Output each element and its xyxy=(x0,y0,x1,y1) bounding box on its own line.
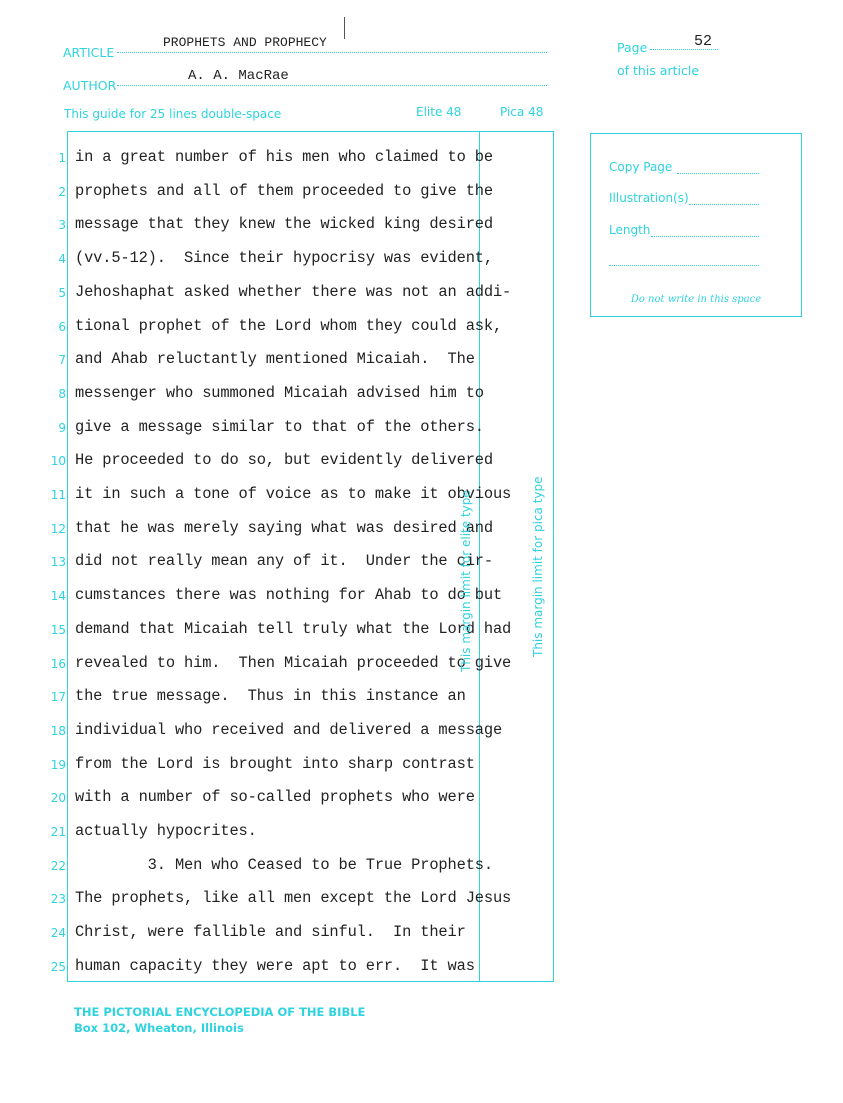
line-number: 4 xyxy=(58,252,66,267)
illustrations-dotted-line xyxy=(689,204,759,205)
typed-line: the true message. Thus in this instance an xyxy=(75,687,466,706)
typed-line: messenger who summoned Micaiah advised him to xyxy=(75,383,484,402)
line-number: 2 xyxy=(58,184,66,199)
typed-line: did not really mean any of it. Under the cir- xyxy=(75,552,493,571)
typed-line: and Ahab reluctantly mentioned Micaiah. The xyxy=(75,350,475,369)
pica-label: Pica 48 xyxy=(500,105,544,119)
line-number: 14 xyxy=(50,589,66,604)
typed-line: The prophets, like all men except the Lord Jesus xyxy=(75,889,512,908)
line-number: 15 xyxy=(50,622,66,637)
line-number: 17 xyxy=(50,690,66,705)
typed-line: Christ, were fallible and sinful. In their xyxy=(75,923,466,942)
line-number: 25 xyxy=(50,959,66,974)
guide-label: This guide for 25 lines double-space xyxy=(64,107,282,121)
line-number: 24 xyxy=(50,926,66,941)
typed-line: with a number of so-called prophets who were xyxy=(75,788,475,807)
copy-page-label: Copy Page xyxy=(609,160,673,174)
line-number: 16 xyxy=(50,656,66,671)
author-label: AUTHOR xyxy=(63,78,117,93)
length-dotted-line xyxy=(651,236,759,237)
illustrations-label: Illustration(s) xyxy=(609,191,689,205)
elite-margin-label: This margin limit for elite type xyxy=(459,490,473,672)
line-number: 6 xyxy=(58,319,66,334)
typed-line: individual who received and delivered a message xyxy=(75,720,503,739)
author-dotted-line xyxy=(117,85,547,86)
line-number: 21 xyxy=(50,825,66,839)
office-use-box xyxy=(590,133,802,317)
page-number: 52 xyxy=(694,33,713,50)
of-this-article-label: of this article xyxy=(617,63,700,78)
typed-line: He proceeded to do so, but evidently delivered xyxy=(75,451,493,470)
line-number: 5 xyxy=(58,285,66,300)
line-number: 1 xyxy=(58,151,66,165)
line-number: 12 xyxy=(50,521,66,536)
line-number: 18 xyxy=(50,723,66,738)
line-number: 11 xyxy=(50,488,66,502)
line-number: 10 xyxy=(50,454,66,469)
typed-line: Jehoshaphat asked whether there was not an addi- xyxy=(75,282,512,301)
line-number: 20 xyxy=(50,791,66,806)
typed-line: that he was merely saying what was desired and xyxy=(75,518,493,537)
copy-page-dotted-line xyxy=(677,173,759,174)
typed-line: cumstances there was nothing for Ahab to do but xyxy=(75,586,503,605)
length-label: Length xyxy=(609,223,651,237)
typed-line: give a message similar to that of the others. xyxy=(75,417,484,436)
typed-line: human capacity they were apt to err. It was xyxy=(75,956,475,975)
typed-line: 3. Men who Ceased to be True Prophets. xyxy=(75,855,493,874)
typed-line: message that they knew the wicked king desired xyxy=(75,215,493,234)
line-number: 9 xyxy=(58,420,66,435)
blank-dotted-line xyxy=(609,265,759,266)
elite-label: Elite 48 xyxy=(416,105,462,119)
typed-line: demand that Micaiah tell truly what the Lord had xyxy=(75,619,512,638)
typewriter-mark xyxy=(344,17,345,39)
typed-line: it in such a tone of voice as to make it obvious xyxy=(75,485,512,503)
author-name: A. A. MacRae xyxy=(188,68,289,84)
typed-line: prophets and all of them proceeded to give the xyxy=(75,181,493,200)
typed-line: from the Lord is brought into sharp contrast xyxy=(75,754,475,773)
article-title: PROPHETS AND PROPHECY xyxy=(163,35,327,50)
line-number: 23 xyxy=(50,892,66,907)
line-number: 13 xyxy=(50,555,66,570)
line-number: 8 xyxy=(58,386,66,401)
typed-line: in a great number of his men who claimed to be xyxy=(75,148,493,166)
article-dotted-line xyxy=(117,52,547,53)
typed-line: revealed to him. Then Micaiah proceeded to give xyxy=(75,653,512,672)
publisher-name: THE PICTORIAL ENCYCLOPEDIA OF THE BIBLE xyxy=(74,1005,366,1019)
typed-line: (vv.5-12). Since their hypocrisy was evident, xyxy=(75,249,493,268)
typed-line: actually hypocrites. xyxy=(75,822,257,840)
line-number: 3 xyxy=(58,218,66,233)
line-number: 19 xyxy=(50,757,66,772)
publisher-address: Box 102, Wheaton, Illinois xyxy=(74,1021,244,1035)
line-number: 7 xyxy=(58,353,66,368)
pica-margin-label: This margin limit for pica type xyxy=(531,476,545,657)
line-number: 22 xyxy=(50,858,66,873)
page-label: Page xyxy=(617,40,648,55)
do-not-write-notice: Do not write in this space xyxy=(630,294,762,305)
typed-line: tional prophet of the Lord whom they could ask, xyxy=(75,316,503,335)
article-label: ARTICLE xyxy=(63,45,115,60)
